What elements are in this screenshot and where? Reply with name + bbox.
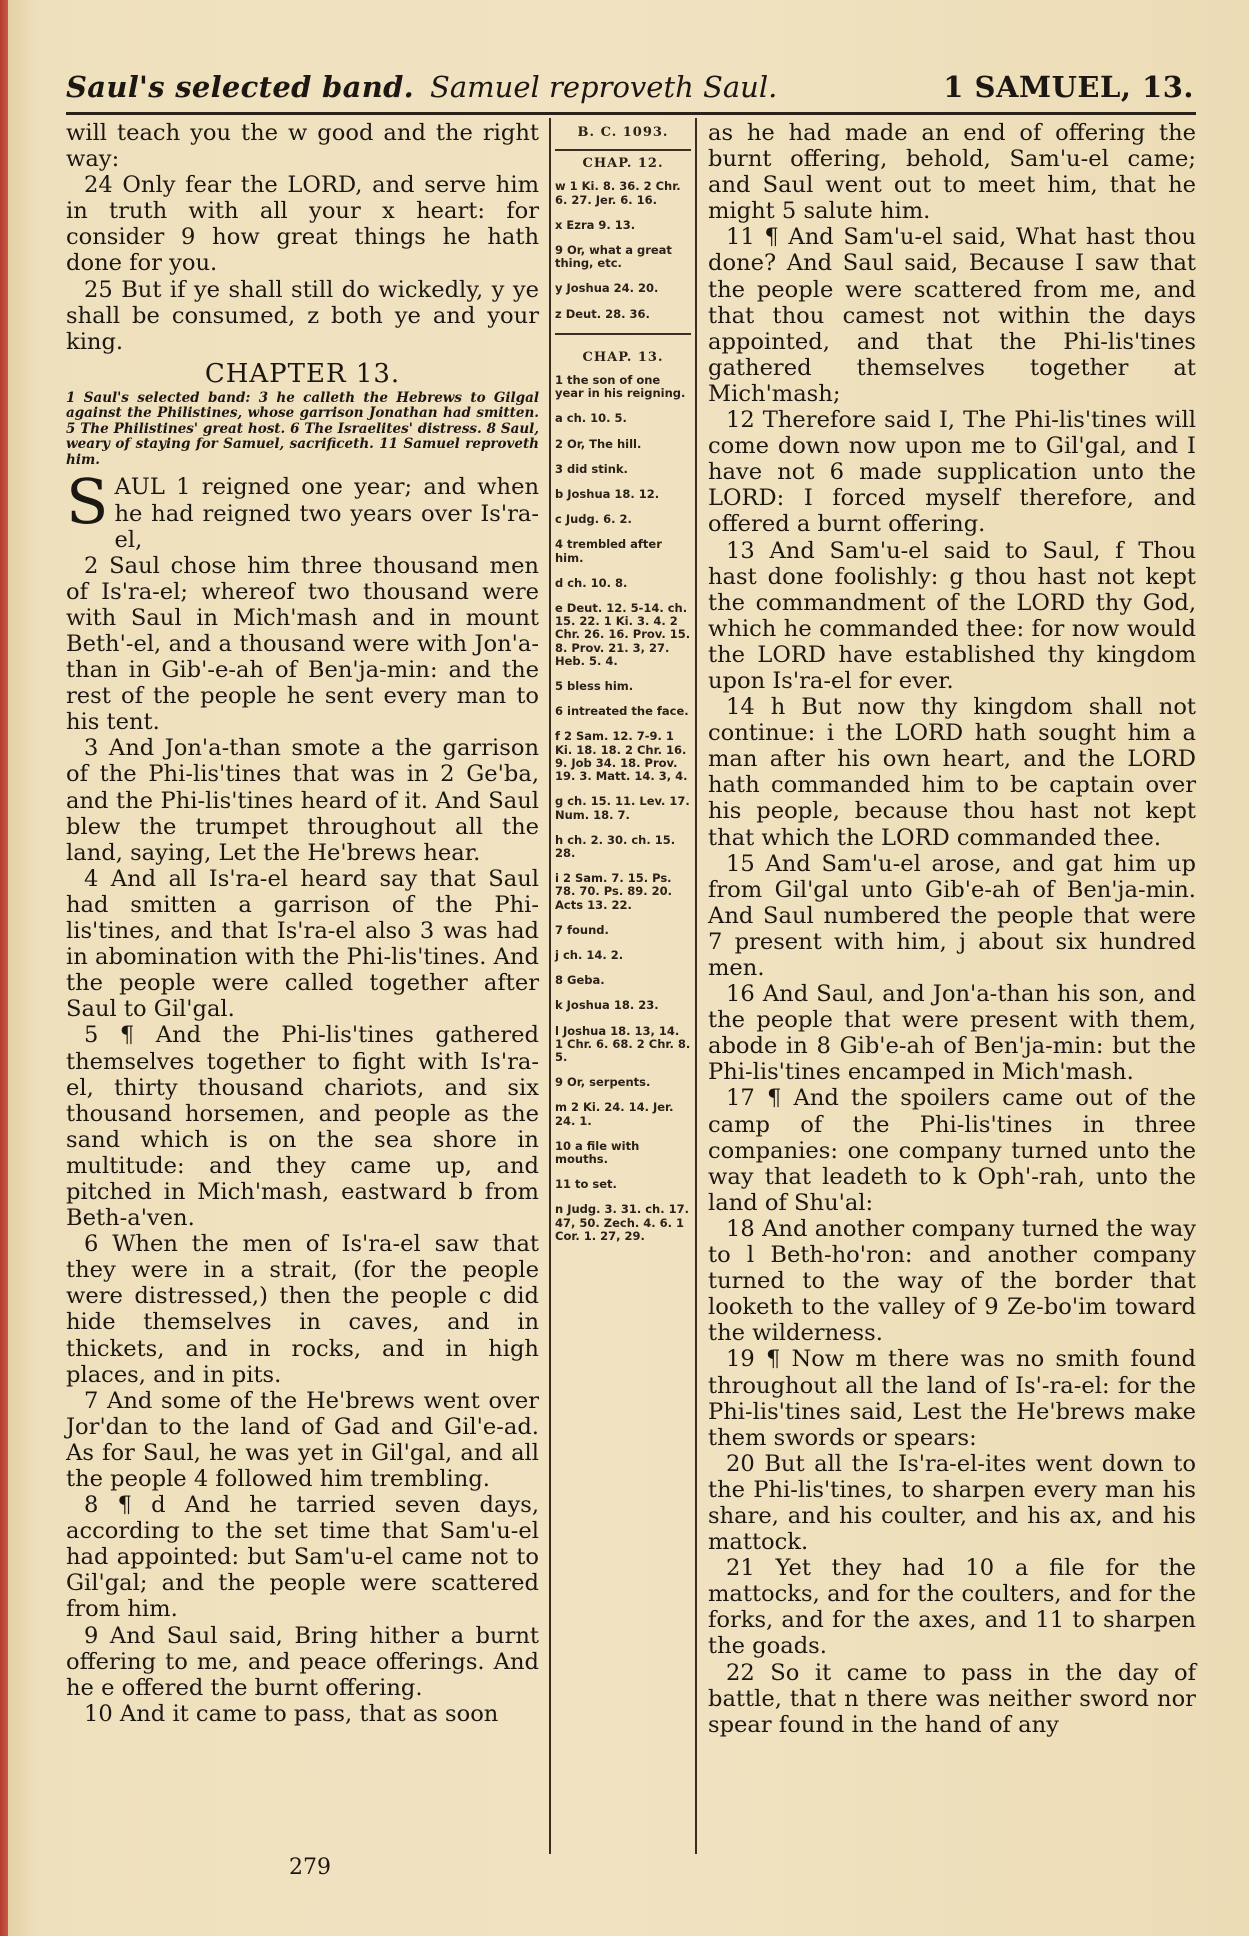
verse-text: 5 ¶ And the Phi-lis'tines gathered themselves together to fight with Is'ra-el, thirty thousand chariots, and six thousand horsemen, and people as the sand which is on the sea shore in multitude: and they came up, and pitched in Mich'mash, eastward b from Beth-a'ven. bbox=[66, 1022, 539, 1232]
margin-note: y Joshua 24. 20. bbox=[555, 281, 659, 296]
margin-note: 8 Geba. bbox=[555, 973, 605, 988]
verse-text: 6 When the men of Is'ra-el saw that they were in a strait, (for the people were distressed,) then the people c did hide themselves in caves, and in thickets, and in rocks, and in high places, and in pits. bbox=[66, 1231, 539, 1388]
verse-text: 20 But all the Is'ra-el-ites went down to the Phi-lis'tines, to sharpen every man his share, and his coulter, and his ax, and his mattock. bbox=[708, 1450, 1196, 1556]
margin-references bbox=[555, 120, 691, 1255]
verse-text: 9 And Saul said, Bring hither a burnt offering to me, and peace offerings. And he e offered the burnt offering. bbox=[66, 1622, 539, 1701]
date-note: B. C. 1093. bbox=[577, 125, 669, 140]
chapter-summary: 1 Saul's selected band: 3 he calleth the Hebrews to Gilgal against the Philistines, whose garrison Jonathan had smitten. 5 The Philistines' great host. 6 The Israelites' distress. 8 Saul, weary of staying for Samuel, sacrificeth. 11 Samuel reproveth him. bbox=[66, 389, 539, 468]
verse-text: 17 ¶ And the spoilers came out of the camp of the Phi-lis'tines in three companies: one company turned unto the way that leadeth to k Oph'-rah, unto the land of Shu'al: bbox=[708, 1085, 1196, 1216]
verse-text: 11 ¶ And Sam'u-el said, What hast thou done? And Saul said, Because I saw that the people were scattered from me, and that thou camest not within the days appointed, and that the Phi-lis'tines gathered themselves together at Mich'mash; bbox=[708, 224, 1196, 407]
verse-text: will teach you the w good and the right way: bbox=[66, 120, 539, 173]
verse-text: 8 ¶ d And he tarried seven days, according to the set time that Sam'u-el had appointed: but Sam'u-el came not to Gil'gal; and the people were scattered from him. bbox=[66, 1492, 539, 1623]
margin-note: a ch. 10. 5. bbox=[555, 411, 627, 426]
margin-note: 9 Or, what a great thing, etc. bbox=[555, 243, 672, 271]
margin-note: 1 the son of one year in his reigning. bbox=[555, 373, 686, 401]
margin-note: i 2 Sam. 7. 15. Ps. 78. 70. Ps. 89. 20. Acts 13. 22. bbox=[555, 871, 672, 912]
verse-text: 14 h But now thy kingdom shall not continue: i the LORD hath sought him a man after his own heart, and the LORD hath commanded him to be captain over his people, because thou hast not kept that which the LORD commanded thee. bbox=[708, 694, 1196, 851]
verse-text: 21 Yet they had 10 a file for the mattocks, and for the coulters, and for the forks, and for the axes, and 11 to sharpen the goads. bbox=[708, 1555, 1196, 1660]
margin-rule bbox=[555, 149, 691, 151]
margin-note: 5 bless him. bbox=[555, 679, 634, 694]
margin-note: 4 trembled after him. bbox=[555, 537, 662, 565]
margin-note: x Ezra 9. 13. bbox=[555, 217, 636, 232]
margin-note: 7 found. bbox=[555, 922, 609, 937]
margin-note: 2 Or, The hill. bbox=[555, 436, 642, 451]
verse-text: 10 And it came to pass, that as soon bbox=[84, 1700, 499, 1727]
text-column-left bbox=[66, 120, 539, 1727]
drop-cap: S bbox=[66, 465, 109, 539]
verse-text: 15 And Sam'u-el arose, and gat him up from Gil'gal unto Gib'e-ah of Ben'ja-min. And Saul numbered the people that were 7 present with him, j about six hundred men. bbox=[708, 850, 1196, 981]
margin-note: 10 a file with mouths. bbox=[555, 1138, 640, 1166]
margin-note: n Judg. 3. 31. ch. 17. 47, 50. Zech. 4. 6. 1 Cor. 1. 27, 29. bbox=[555, 1202, 689, 1243]
margin-note: 3 did stink. bbox=[555, 461, 628, 476]
page-edge bbox=[0, 0, 8, 1936]
verse-text: 13 And Sam'u-el said to Saul, f Thou hast done foolishly: g thou hast not kept the commandment of the LORD thy God, which he commanded thee: for now would the LORD have established thy kingdom upon Is'ra-el for ever. bbox=[708, 537, 1196, 694]
margin-note: h ch. 2. 30. ch. 15. 28. bbox=[555, 832, 676, 860]
header-rule bbox=[66, 112, 1196, 115]
margin-note: w 1 Ki. 8. 36. 2 Chr. 6. 27. Jer. 6. 16. bbox=[555, 179, 681, 207]
margin-note: e Deut. 12. 5-14. ch. 15. 22. 1 Ki. 3. 4. 2 Chr. 26. 16. Prov. 15. 8. Prov. 21. 3, 27. Heb. 5. 4. bbox=[555, 601, 691, 668]
column-divider-left bbox=[549, 118, 551, 1854]
margin-note: g ch. 15. 11. Lev. 17. Num. 18. 7. bbox=[555, 794, 690, 822]
running-header bbox=[66, 66, 1194, 110]
verse-text: as he had made an end of offering the burnt offering, behold, Sam'u-el came; and Saul went out to meet him, that he might 5 salute him. bbox=[708, 120, 1196, 225]
header-right: 1 SAMUEL, 13. bbox=[943, 70, 1194, 104]
verse-text: 12 Therefore said I, The Phi-lis'tines will come down now upon me to Gil'gal, and I have not 6 made supplication unto the LORD: I forced myself therefore, and offered a burnt offering. bbox=[708, 407, 1196, 538]
verse-text bbox=[66, 465, 539, 553]
margin-note: m 2 Ki. 24. 14. Jer. 24. 1. bbox=[555, 1100, 674, 1128]
margin-chapter: CHAP. 13. bbox=[582, 349, 664, 365]
verse-text: 7 And some of the He'brews went over Jor'dan to the land of Gad and Gil'e-ad. As for Saul, he was yet in Gil'gal, and all the people 4 followed him trembling. bbox=[66, 1387, 539, 1492]
margin-note: 9 Or, serpents. bbox=[555, 1075, 651, 1090]
margin-note: j ch. 14. 2. bbox=[555, 947, 624, 962]
chapter-heading: CHAPTER 13. bbox=[204, 358, 401, 389]
verse-text: 3 And Jon'a-than smote a the garrison of the Phi-lis'tines that was in 2 Ge'ba, and the Phi-lis'tines heard of it. And Saul blew the trumpet throughout all the land, saying, Let the He'brews hear. bbox=[66, 735, 539, 866]
verse-text: 2 Saul chose him three thousand men of Is'ra-el; whereof two thousand were with Saul in Mich'mash and in mount Beth'-el, and a thousand were with Jon'a-than in Gib'-e-ah of Ben'ja-min: and the rest of the people he sent every man to his tent. bbox=[66, 552, 539, 736]
margin-note: d ch. 10. 8. bbox=[555, 575, 628, 590]
verse-text: 18 And another company turned the way to l Beth-ho'ron: and another company turned to the way of the border that looketh to the valley of 9 Ze-bo'im toward the wilderness. bbox=[708, 1215, 1196, 1347]
margin-rule bbox=[555, 333, 691, 335]
margin-note: b Joshua 18. 12. bbox=[555, 487, 660, 502]
header-left: Saul's selected band. bbox=[66, 70, 415, 104]
margin-note: z Deut. 28. 36. bbox=[555, 306, 650, 321]
margin-note: c Judg. 6. 2. bbox=[555, 512, 632, 527]
page-number: 279 bbox=[289, 1855, 331, 1880]
verse-text: 19 ¶ Now m there was no smith found throughout all the land of Is'-ra-el: for the Phi-lis'tines said, Lest the He'brews make them swords or spears: bbox=[708, 1346, 1196, 1451]
verse-1: AUL 1 reigned one year; and when he had reigned two years over Is'ra-el, bbox=[114, 474, 539, 553]
verse-text: 22 So it came to pass in the day of battle, that n there was neither sword nor spear found in the hand of any bbox=[708, 1659, 1196, 1738]
margin-chapter: CHAP. 12. bbox=[582, 156, 664, 172]
margin-note: l Joshua 18. 13, 14. 1 Chr. 6. 68. 2 Chr. 8. 5. bbox=[555, 1023, 691, 1064]
text-column-right bbox=[708, 120, 1196, 1738]
verse-text: 24 Only fear the LORD, and serve him in truth with all your x heart: for consider 9 how great things he hath done for you. bbox=[66, 172, 539, 277]
margin-note: 11 to set. bbox=[555, 1177, 617, 1192]
margin-note: 6 intreated the face. bbox=[555, 704, 689, 719]
verse-text: 25 But if ye shall still do wickedly, y ye shall be consumed, z both ye and your king. bbox=[66, 276, 539, 355]
header-middle: Samuel reproveth Saul. bbox=[430, 70, 778, 104]
margin-note: k Joshua 18. 23. bbox=[555, 998, 659, 1013]
column-divider-right bbox=[695, 118, 697, 1854]
margin-note: f 2 Sam. 12. 7-9. 1 Ki. 18. 18. 2 Chr. 16. 9. Job 34. 18. Prov. 19. 3. Matt. 14. 3, 4. bbox=[555, 729, 688, 784]
verse-text: 16 And Saul, and Jon'a-than his son, and the people that were present with them, abode in 8 Gib'e-ah of Ben'ja-min: but the Phi-lis'tines encamped in Mich'mash. bbox=[708, 981, 1196, 1086]
verse-text: 4 And all Is'ra-el heard say that Saul had smitten a garrison of the Phi-lis'tines, and that Is'ra-el also 3 was had in abomination with the Phi-lis'tines. And the people were called together after Saul to Gil'gal. bbox=[66, 865, 539, 1023]
